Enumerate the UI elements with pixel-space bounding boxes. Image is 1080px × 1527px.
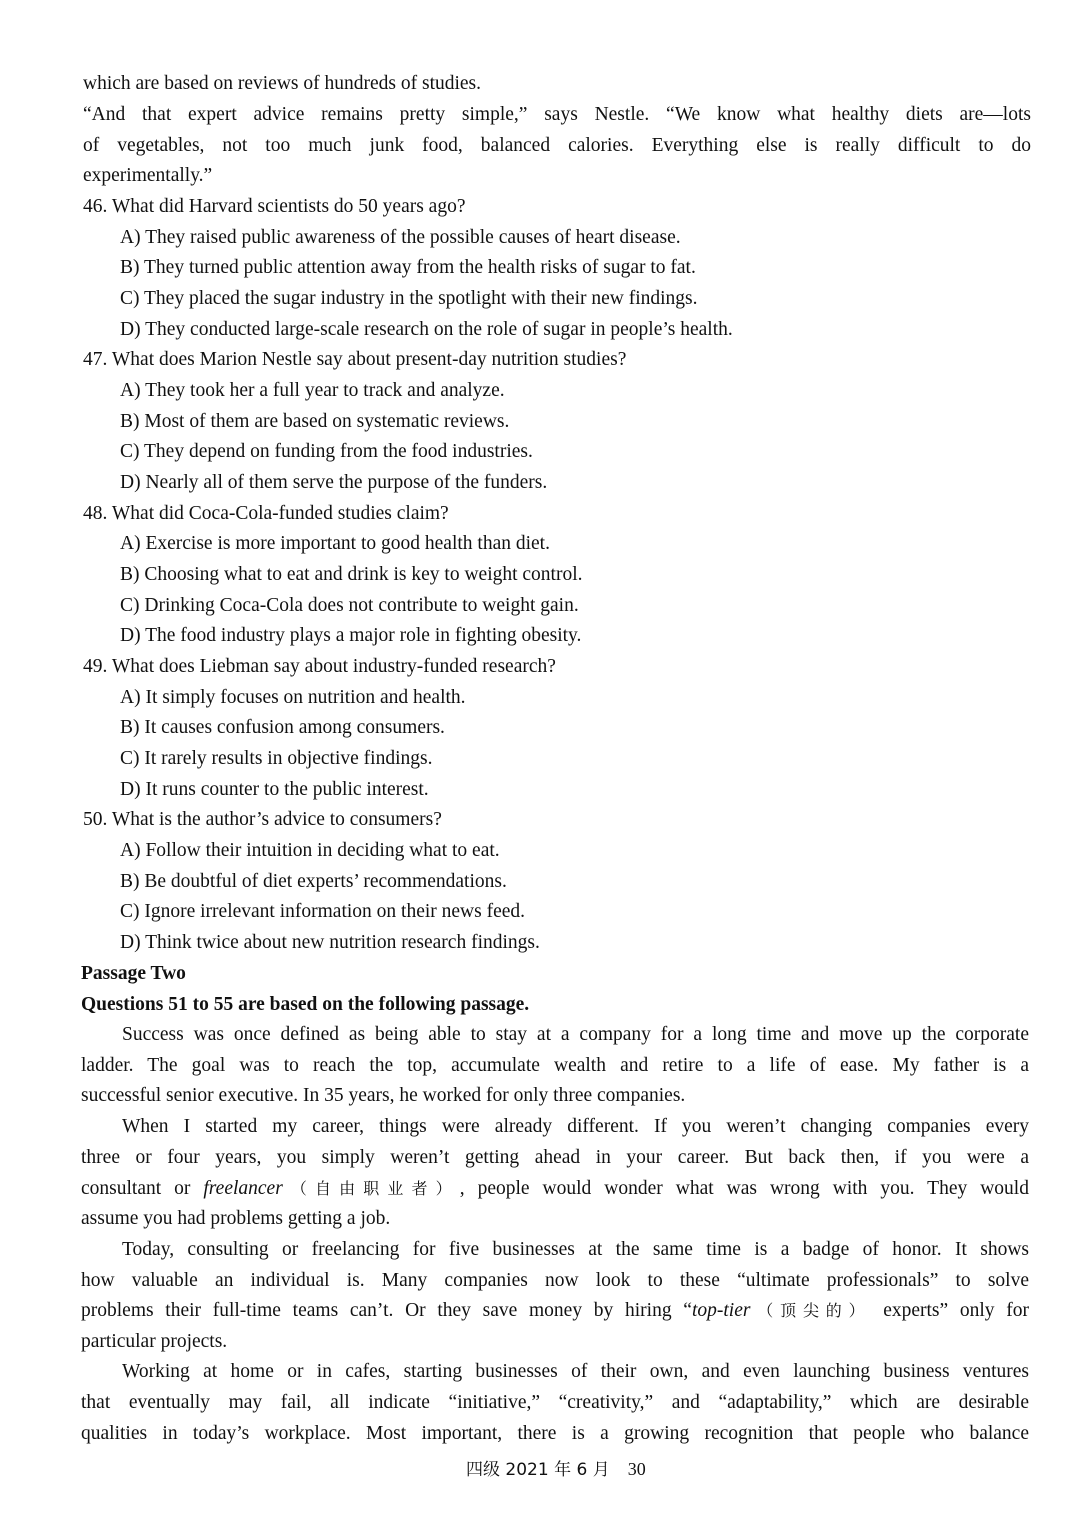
page-footer — [466, 1460, 646, 1479]
chinese-gloss: （自由职业者） — [282, 1179, 460, 1198]
question-stem: 49. What does Liebman say about industry-funded research? — [83, 656, 556, 677]
chinese-gloss: （顶尖的） — [750, 1301, 872, 1320]
answer-option: A) It simply focuses on nutrition and health. — [120, 687, 466, 708]
question-stem: 47. What does Marion Nestle say about present-day nutrition studies? — [83, 349, 627, 370]
glossed-term: freelancer — [203, 1178, 283, 1199]
passage-line: Today, consulting or freelancing for five businesses at the same time is a badge of honor. It shows — [122, 1239, 1029, 1260]
passage-line: Success was once defined as being able to stay at a company for a long time and move up the corporate — [122, 1024, 1029, 1045]
exam-label: 四级 2021 年 6 月 — [466, 1460, 610, 1480]
answer-option: C) Ignore irrelevant information on their news feed. — [120, 901, 526, 922]
question-stem: 46. What did Harvard scientists do 50 years ago? — [83, 196, 466, 217]
answer-option: C) They depend on funding from the food industries. — [120, 441, 533, 462]
answer-option: B) Be doubtful of diet experts’ recommendations. — [120, 871, 507, 892]
answer-option: D) The food industry plays a major role in fighting obesity. — [120, 625, 582, 646]
passage-line: that eventually may fail, all indicate “initiative,” “creativity,” and “adaptability,” which are desirable — [81, 1392, 1029, 1413]
answer-option: A) They raised public awareness of the possible causes of heart disease. — [120, 227, 681, 248]
passage-line: three or four years, you simply weren’t getting ahead in your career. But back then, if you were a — [81, 1147, 1029, 1168]
passage-line: successful senior executive. In 35 years, he worked for only three companies. — [81, 1085, 686, 1106]
passage-line: which are based on reviews of hundreds of studies. — [83, 73, 482, 94]
passage-line: of vegetables, not too much junk food, balanced calories. Everything else is really difficult to do — [83, 135, 1031, 156]
passage-line: When I started my career, things were already different. If you weren’t changing companies every — [122, 1116, 1029, 1137]
passage-line: qualities in today’s workplace. Most important, there is a growing recognition that people who balance — [81, 1423, 1029, 1444]
answer-option: B) It causes confusion among consumers. — [120, 717, 445, 738]
passage-line: how valuable an individual is. Many companies now look to these “ultimate professionals” to solve — [81, 1270, 1029, 1291]
answer-option: C) Drinking Coca-Cola does not contribute to weight gain. — [120, 595, 579, 616]
passage-line: problems their full-time teams can’t. Or they save money by hiring “top-tier（顶尖的） experts” only for — [81, 1300, 1029, 1321]
answer-option: D) It runs counter to the public interest. — [120, 779, 429, 800]
question-stem: 48. What did Coca-Cola-funded studies claim? — [83, 503, 449, 524]
passage-line: assume you had problems getting a job. — [81, 1208, 391, 1229]
answer-option: D) They conducted large-scale research on the role of sugar in people’s health. — [120, 319, 733, 340]
page-number: 30 — [627, 1459, 646, 1479]
passage-line: ladder. The goal was to reach the top, accumulate wealth and retire to a life of ease. My father is a — [81, 1055, 1029, 1076]
answer-option: A) Exercise is more important to good health than diet. — [120, 533, 550, 554]
answer-option: B) Choosing what to eat and drink is key to weight control. — [120, 564, 583, 585]
answer-option: D) Nearly all of them serve the purpose of the funders. — [120, 472, 548, 493]
passage-line: Working at home or in cafes, starting businesses of their own, and even launching business ventures — [122, 1361, 1029, 1382]
answer-option: D) Think twice about new nutrition research findings. — [120, 932, 540, 953]
passage-instruction: Questions 51 to 55 are based on the following passage. — [81, 994, 530, 1015]
passage-line: “And that expert advice remains pretty simple,” says Nestle. “We know what healthy diets are—lots — [83, 104, 1031, 125]
passage-line: experimentally.” — [83, 165, 213, 186]
answer-option: A) They took her a full year to track and analyze. — [120, 380, 505, 401]
passage-heading: Passage Two — [81, 963, 186, 984]
glossed-term: top-tier — [691, 1300, 751, 1321]
passage-line: consultant or freelancer（自由职业者）, people would wonder what was wrong with you. They would — [81, 1178, 1029, 1199]
answer-option: A) Follow their intuition in deciding what to eat. — [120, 840, 500, 861]
answer-option: C) They placed the sugar industry in the spotlight with their new findings. — [120, 288, 698, 309]
question-stem: 50. What is the author’s advice to consumers? — [83, 809, 442, 830]
answer-option: B) They turned public attention away from the health risks of sugar to fat. — [120, 257, 696, 278]
answer-option: B) Most of them are based on systematic reviews. — [120, 411, 510, 432]
answer-option: C) It rarely results in objective findings. — [120, 748, 433, 769]
passage-line: particular projects. — [81, 1331, 228, 1352]
